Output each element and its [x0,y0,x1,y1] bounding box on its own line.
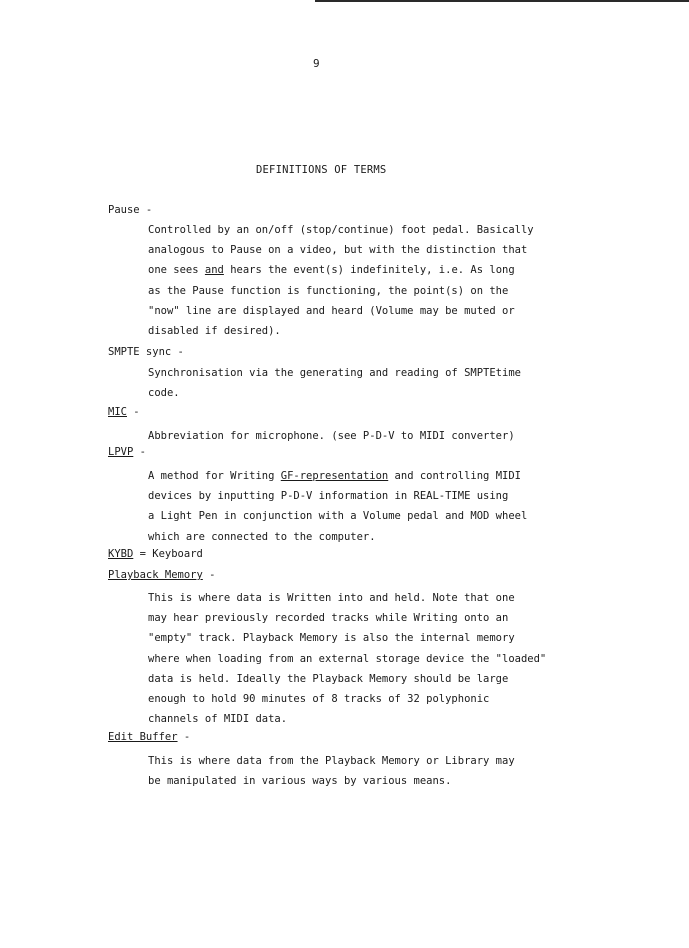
definition-line: as the Pause function is functioning, the point(s) on the [148,284,509,297]
page-number: 9 [313,57,320,70]
text-run: one sees [148,264,205,277]
definition-line: channels of MIDI data. [148,713,288,726]
underlined-word: GF-representation [280,470,389,482]
definition-mic [148,426,515,446]
definition-line: where when loading from an external storage device the "loaded" [148,652,547,665]
term-label: LPVP [108,446,134,458]
definition-line: "now" line are displayed and heard (Volume may be muted or [148,304,515,317]
definition-line: may hear previously recorded tracks while Writing onto an [148,612,509,625]
definition-edit-buffer [148,751,515,791]
text-run: and controlling MIDI [388,470,521,482]
definition-line: a Light Pen in conjunction with a Volume pedal and MOD wheel [148,510,528,523]
term-edit-buffer [108,731,190,743]
term-playback-memory [108,569,215,581]
definition-line: code. [148,387,180,400]
definition-line: data is held. Ideally the Playback Memory should be large [148,672,509,685]
definition-pause [148,220,534,341]
definition-line: This is where data from the Playback Memory or Library may [148,755,515,767]
text-run: A method for Writing [148,470,281,482]
term-suffix: - [126,406,140,418]
term-smpte-sync [108,346,184,358]
definition-lpvp [148,466,527,547]
definition-playback-memory [148,588,546,729]
term-label: Edit Buffer [108,731,178,743]
term-label: KYBD [108,548,134,560]
term-label: SMPTE sync [108,346,172,358]
definition-line: be manipulated in various ways by various means. [148,775,452,788]
underlined-word: and [204,264,224,277]
text-run: hears the event(s) indefinitely, i.e. As long [223,264,515,277]
term-label: Pause [108,204,140,216]
term-label: Playback Memory [108,569,203,581]
term-suffix: - [139,204,153,216]
term-mic [108,406,140,418]
definition-line: Abbreviation for microphone. (see P-D-V to MIDI converter) [148,430,515,442]
definition-line: Controlled by an on/off (stop/continue) foot pedal. Basically [148,224,534,236]
definition-line: analogous to Pause on a video, but with the distinction that [148,244,528,257]
definition-line: devices by inputting P-D-V information in REAL-TIME using [148,490,509,503]
term-pause [108,204,152,216]
definition-line: which are connected to the computer. [148,530,376,543]
definition-smpte-sync [148,363,521,403]
definition-line: "empty" track. Playback Memory is also the internal memory [148,632,515,645]
term-kybd [108,548,203,560]
definition-line: This is where data is Written into and held. Note that one [148,592,515,604]
term-suffix: - [171,346,184,358]
definition-line: disabled if desired). [148,325,281,338]
term-suffix: = Keyboard [133,548,203,560]
term-lpvp [108,446,146,458]
term-suffix: - [202,569,216,581]
definition-line [148,466,527,486]
definition-line: Synchronisation via the generating and reading of SMPTEtime [148,367,521,379]
term-suffix: - [133,446,146,458]
top-rule [315,0,689,2]
page-title: DEFINITIONS OF TERMS [256,164,387,176]
definition-line [148,260,534,280]
definition-line: enough to hold 90 minutes of 8 tracks of 32 polyphonic [148,693,490,706]
term-suffix: - [177,731,191,743]
term-label: MIC [108,406,127,418]
